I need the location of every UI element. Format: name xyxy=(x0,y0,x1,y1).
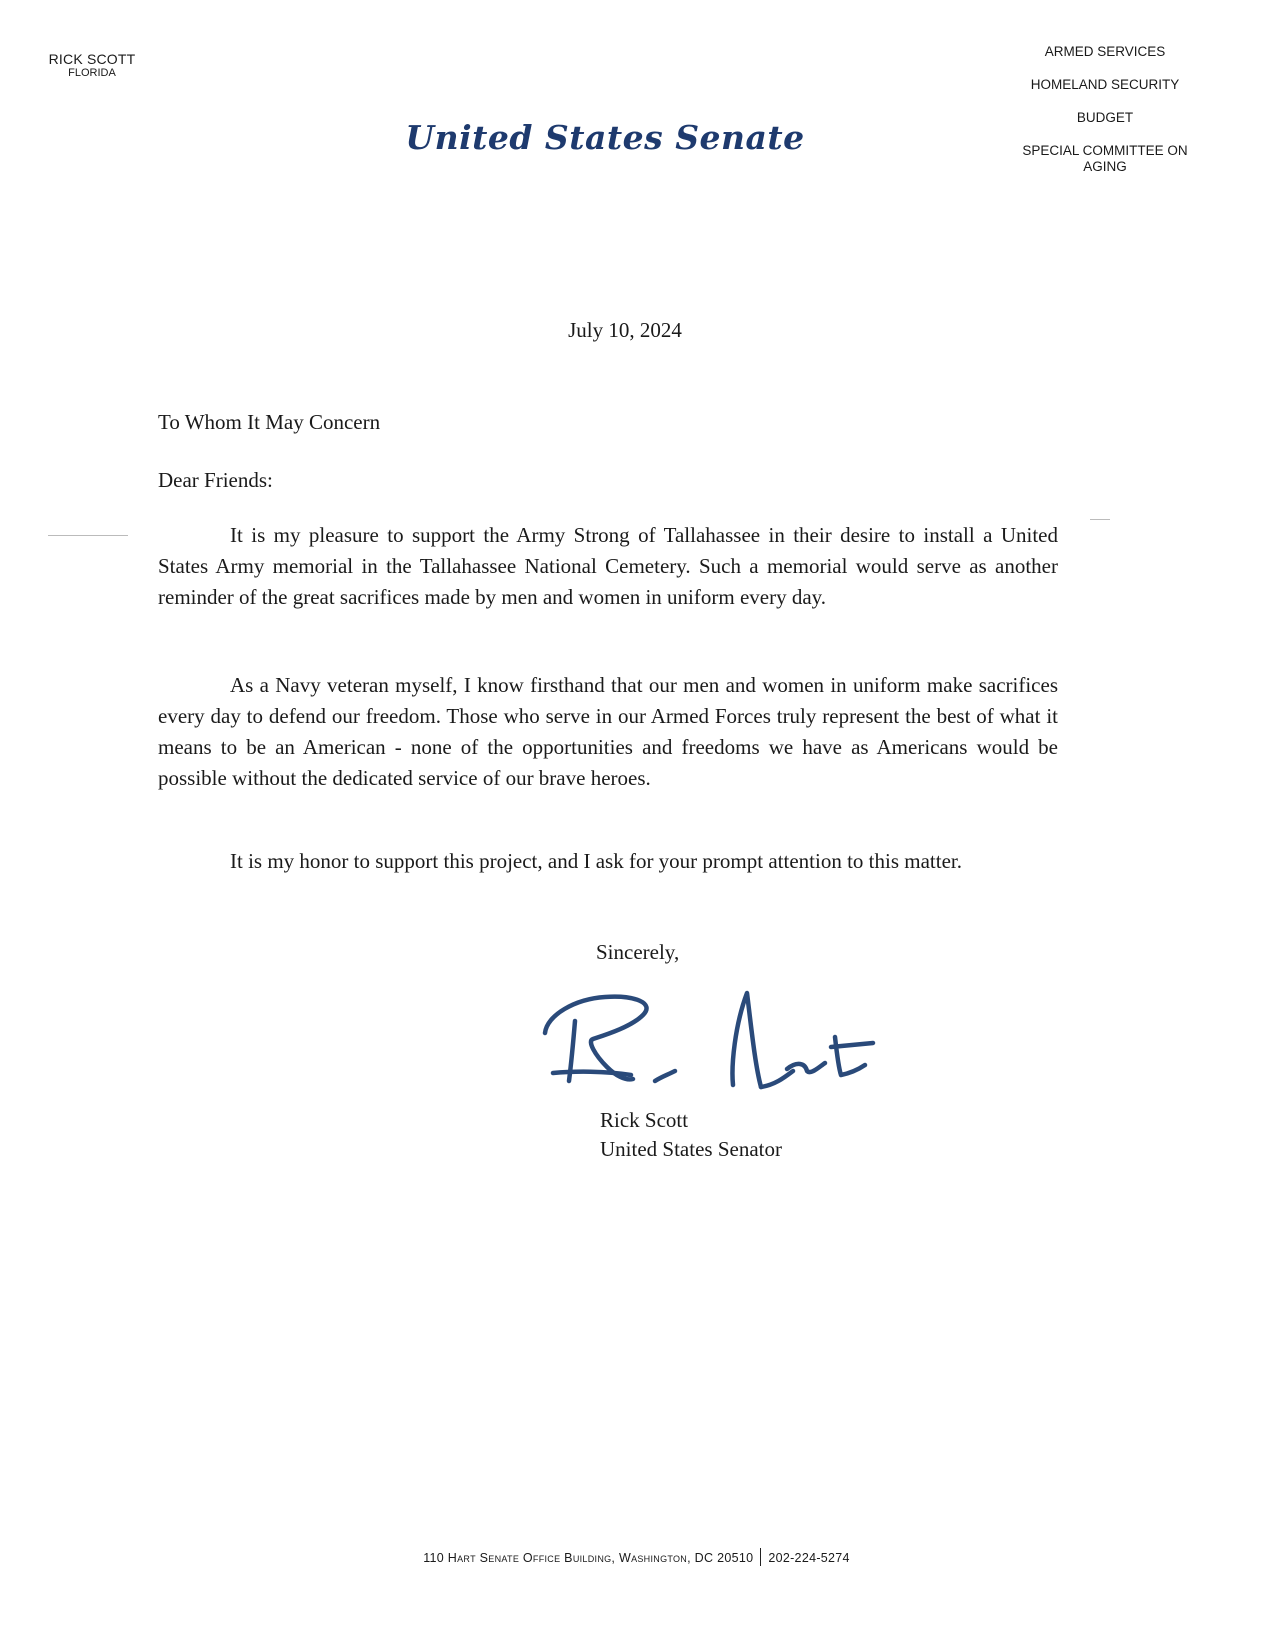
footer-address: 110 Hart Senate Office Building, Washington, DC 20510 xyxy=(423,1551,754,1565)
committee-list xyxy=(1000,44,1210,192)
committee-item: HOMELAND SECURITY xyxy=(1030,77,1180,92)
committee-item: ARMED SERVICES xyxy=(1044,44,1166,59)
footer-phone: 202-224-5274 xyxy=(768,1551,850,1565)
letter-paragraph: As a Navy veteran myself, I know firsthand that our men and women in uniform make sacrifices every day to defend our freedom. Those who serve in our Armed Forces truly represent the best of what it means to be an American - none of the opportunities and freedoms we have as Americans would be possible without the dedicated service of our brave heroes. xyxy=(158,673,1058,790)
signer-name: Rick Scott xyxy=(600,1108,689,1132)
scan-artifact xyxy=(48,535,128,536)
committee-item: BUDGET xyxy=(1076,110,1134,125)
letter-recipient: To Whom It May Concern xyxy=(158,410,381,434)
letter-paragraph: It is my honor to support this project, and I ask for your prompt attention to this matter. xyxy=(230,849,962,873)
footer-divider xyxy=(760,1548,761,1566)
letter-date: July 10, 2024 xyxy=(568,318,682,342)
senator-block xyxy=(44,52,140,79)
senator-state: FLORIDA xyxy=(68,67,116,79)
signature-image xyxy=(535,985,905,1105)
signer-title: United States Senator xyxy=(600,1137,782,1161)
footer xyxy=(0,1548,1273,1566)
committee-item: SPECIAL COMMITTEE ON AGING xyxy=(1022,143,1188,174)
letter-greeting: Dear Friends: xyxy=(158,468,273,492)
letterhead-title: United States Senate xyxy=(405,118,805,157)
scan-artifact xyxy=(1090,519,1110,520)
letter-paragraph: It is my pleasure to support the Army Strong of Tallahassee in their desire to install a United States Army memorial in the Tallahassee National Cemetery. Such a memorial would serve as another reminder of the great sacrifices made by men and women in uniform every day. xyxy=(158,523,1058,609)
letter-closing: Sincerely, xyxy=(596,940,680,964)
senator-name: RICK SCOTT xyxy=(48,51,136,67)
